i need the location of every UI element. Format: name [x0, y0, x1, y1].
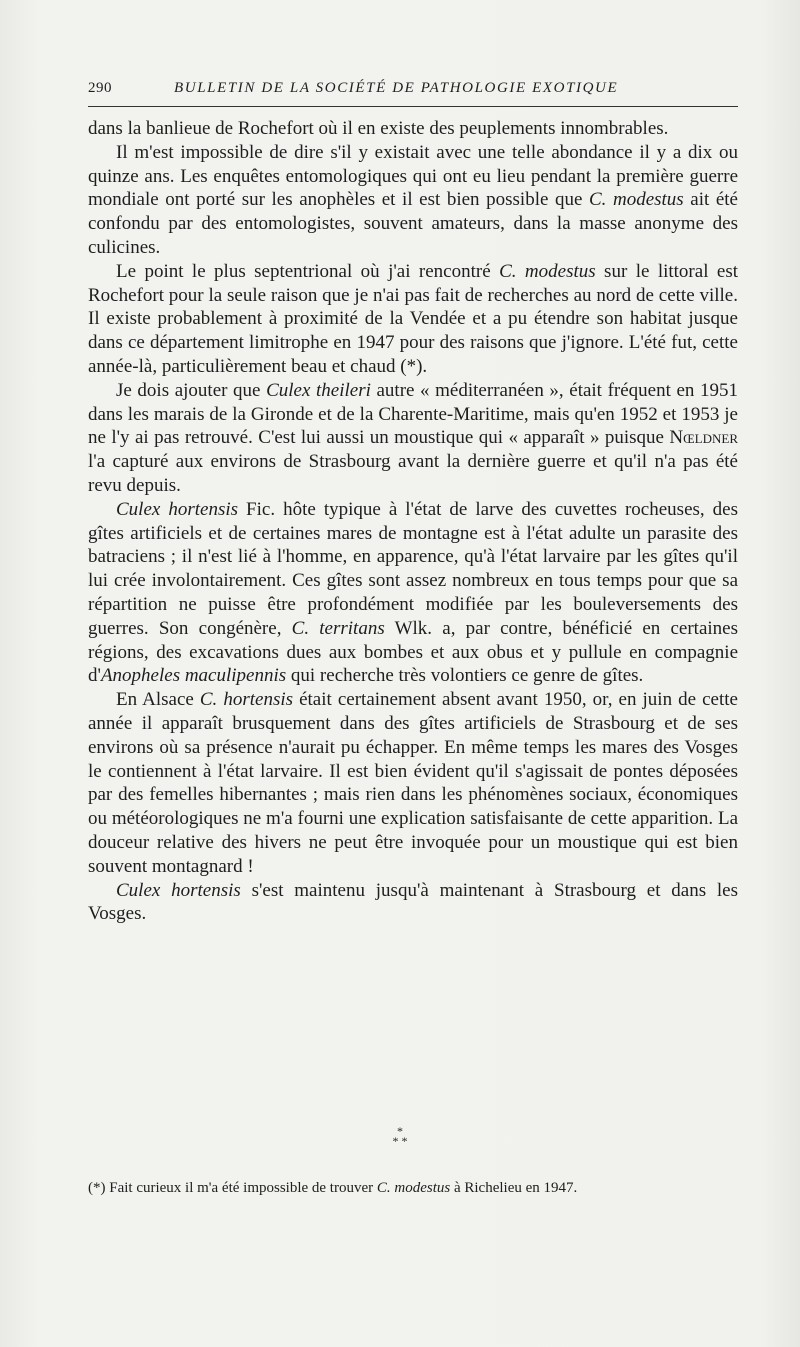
page-number: 290 [88, 80, 112, 96]
species-name: C. territans [291, 617, 385, 639]
species-name: Culex hortensis [116, 498, 239, 520]
section-separator [380, 1126, 420, 1146]
paragraph-1: dans la banlieue de Rochefort où il en existe des peuplements innombrables. [88, 118, 669, 139]
species-name: C. modestus [376, 1180, 451, 1196]
separator-top: * [397, 1124, 403, 1138]
footnote: (*) Fait curieux il m'a été impossible de trouver C. modestus à Richelieu en 1947. [88, 1180, 578, 1196]
body-text [88, 117, 738, 926]
species-name: C. modestus [588, 189, 684, 211]
header-rule [88, 106, 738, 107]
separator-bottom: * * [392, 1134, 408, 1148]
species-name: C. hortensis [199, 689, 294, 711]
paragraph-2: Il m'est impossible de dire s'il y existait avec une telle abondance il y a dix ou quinze ans. Les enquêtes entomologiques qui ont eu lieu pendant la première guerre mondiale ont porté sur les anophèles et il est bien possible que C. modestus ait été confondu par des entomologistes, souvent amateurs, dans la masse anonyme des culicines. [88, 141, 738, 258]
species-name: Culex theileri [266, 379, 371, 401]
paragraph-4: Je dois ajouter que Culex theileri autre « méditerranéen », était fréquent en 1951 dans les marais de la Gironde et de la Charente-Maritime, mais qu'en 1952 et 1953 je ne l'y ai pas retrouvé. C'est lui aussi un moustique qui « apparaît » puisque Nœldner l'a capturé aux environs de Strasbourg avant la dernière guerre et qu'il n'a pas été revu depuis. [88, 379, 738, 496]
paragraph-3: Le point le plus septentrional où j'ai rencontré C. modestus sur le littoral est Rochefort pour la seule raison que je n'ai pas fait de recherches au nord de cette ville. Il existe probablement à proximité de la Vendée et a pu étendre son habitat jusque dans ce département limitrophe en 1947 pour des raisons que j'ignore. L'été fut, cette année-là, particulièrement beau et chaud (*). [88, 260, 738, 377]
species-name: Culex hortensis [116, 879, 241, 901]
paragraph-6: En Alsace C. hortensis était certainement absent avant 1950, or, en juin de cette année il apparaît brusquement dans des gîtes artificiels de Strasbourg et de ses environs où sa présence n'aurait pu échapper. En même temps les mares des Vosges le contiennent à l'état larvaire. Il est bien évident qu'il s'agissait de pontes déposées par des femelles hibernantes ; mais rien dans les phénomènes sociaux, économiques ou météorologiques ne m'a fourni une explication satisfaisante de cette apparition. La douceur relative des hivers ne peut être invoquée pour un moustique qui est bien souvent montagnard ! [88, 689, 738, 877]
running-title: BULLETIN DE LA SOCIÉTÉ DE PATHOLOGIE EXOTIQUE [174, 80, 619, 96]
author-name: Nœldner [669, 427, 738, 449]
paragraph-5: Culex hortensis Fic. hôte typique à l'état de larve des cuvettes rocheuses, des gîtes artificiels et de certaines mares de montagne est à l'état adulte un parasite des batraciens ; il n'est lié à l'homme, en apparence, qu'à l'état larvaire par les gîtes qu'il lui crée involontairement. Ces gîtes sont assez nombreux en tous temps pour que sa répartition ne puisse être profondément modifiée par les bouleversements des guerres. Son congénère, C. territans Wlk. a, par contre, bénéficié en certaines régions, des excavations dues aux bombes et aux obus et y pullule en compagnie d'Anopheles maculipennis qui recherche très volontiers ce genre de gîtes. [88, 498, 738, 687]
species-name: Anopheles maculipennis [100, 665, 287, 687]
paragraph-7: Culex hortensis s'est maintenu jusqu'à maintenant à Strasbourg et dans les Vosges. [88, 879, 738, 925]
species-name: C. modestus [499, 260, 596, 282]
